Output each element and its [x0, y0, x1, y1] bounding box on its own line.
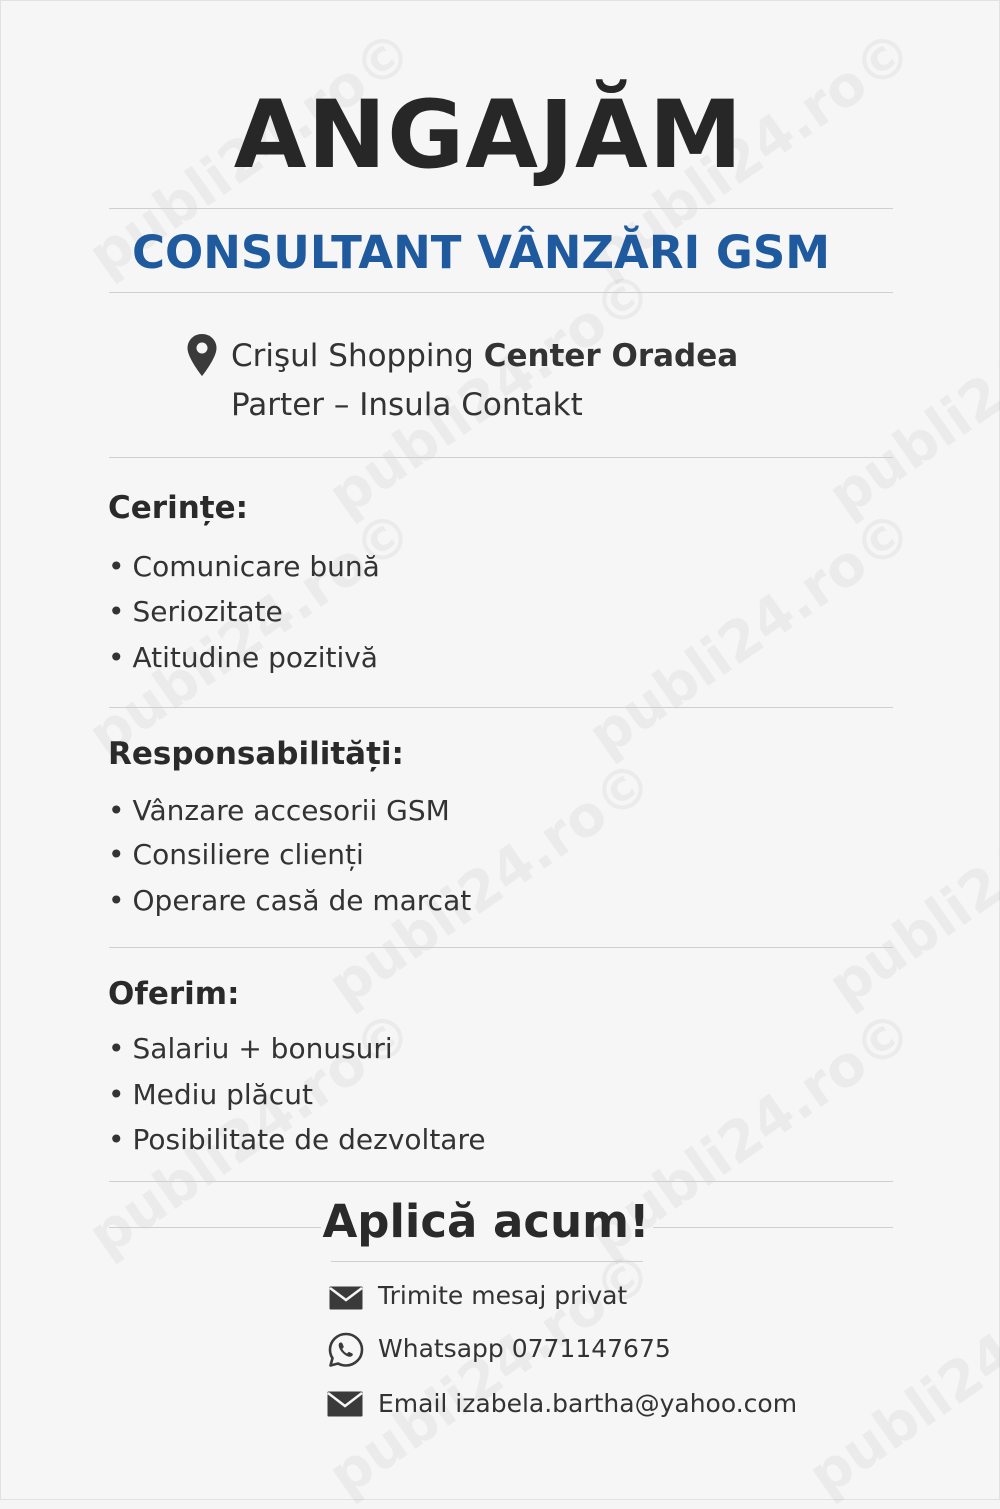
watermark — [317, 1238, 665, 1509]
whatsapp-icon — [327, 1331, 365, 1369]
divider — [109, 457, 893, 458]
map-pin-icon — [186, 333, 218, 377]
envelope-icon — [326, 1390, 364, 1418]
location-name: Crişul Shopping — [231, 338, 484, 374]
list-item: • Comunicare bună — [108, 550, 380, 583]
list-item: • Salariu + bonusuri — [108, 1032, 393, 1065]
job-subtitle: CONSULTANT VÂNZĂRI GSM — [131, 226, 831, 279]
location-line-2: Parter – Insula Contakt — [231, 387, 583, 423]
list-item: • Consiliere clienți — [108, 838, 364, 871]
divider — [109, 1181, 893, 1182]
apply-heading: Aplică acum! — [322, 1195, 650, 1248]
section-title-offer: Oferim: — [108, 976, 240, 1012]
divider — [109, 707, 893, 708]
list-item: • Mediu plăcut — [108, 1078, 313, 1111]
list-item: • Atitudine pozitivă — [108, 641, 378, 674]
list-item: • Operare casă de marcat — [108, 884, 472, 917]
list-item: • Vânzare accesorii GSM — [108, 794, 450, 827]
contact-email: Email izabela.bartha@yahoo.com — [378, 1389, 798, 1418]
divider — [109, 292, 893, 293]
list-item: • Seriozitate — [108, 595, 283, 628]
list-item: • Posibilitate de dezvoltare — [108, 1123, 486, 1156]
location-name-bold: Center Oradea — [483, 338, 739, 374]
contact-private-message: Trimite mesaj privat — [378, 1281, 628, 1310]
location-line-1 — [231, 336, 738, 376]
divider — [653, 1227, 893, 1228]
section-title-responsibilities: Responsabilități: — [108, 736, 404, 772]
watermark — [817, 748, 1000, 1019]
watermark — [817, 258, 1000, 529]
watermark — [797, 1238, 1000, 1509]
divider — [109, 1227, 321, 1228]
divider — [109, 947, 893, 948]
contact-whatsapp: Whatsapp 0771147675 — [378, 1334, 671, 1363]
divider — [331, 1261, 643, 1262]
section-title-requirements: Cerințe: — [108, 490, 248, 526]
page-title: ANGAJĂM — [233, 81, 744, 190]
watermark — [77, 498, 425, 769]
envelope-icon — [328, 1285, 364, 1311]
divider — [109, 208, 893, 209]
watermark — [577, 498, 925, 769]
